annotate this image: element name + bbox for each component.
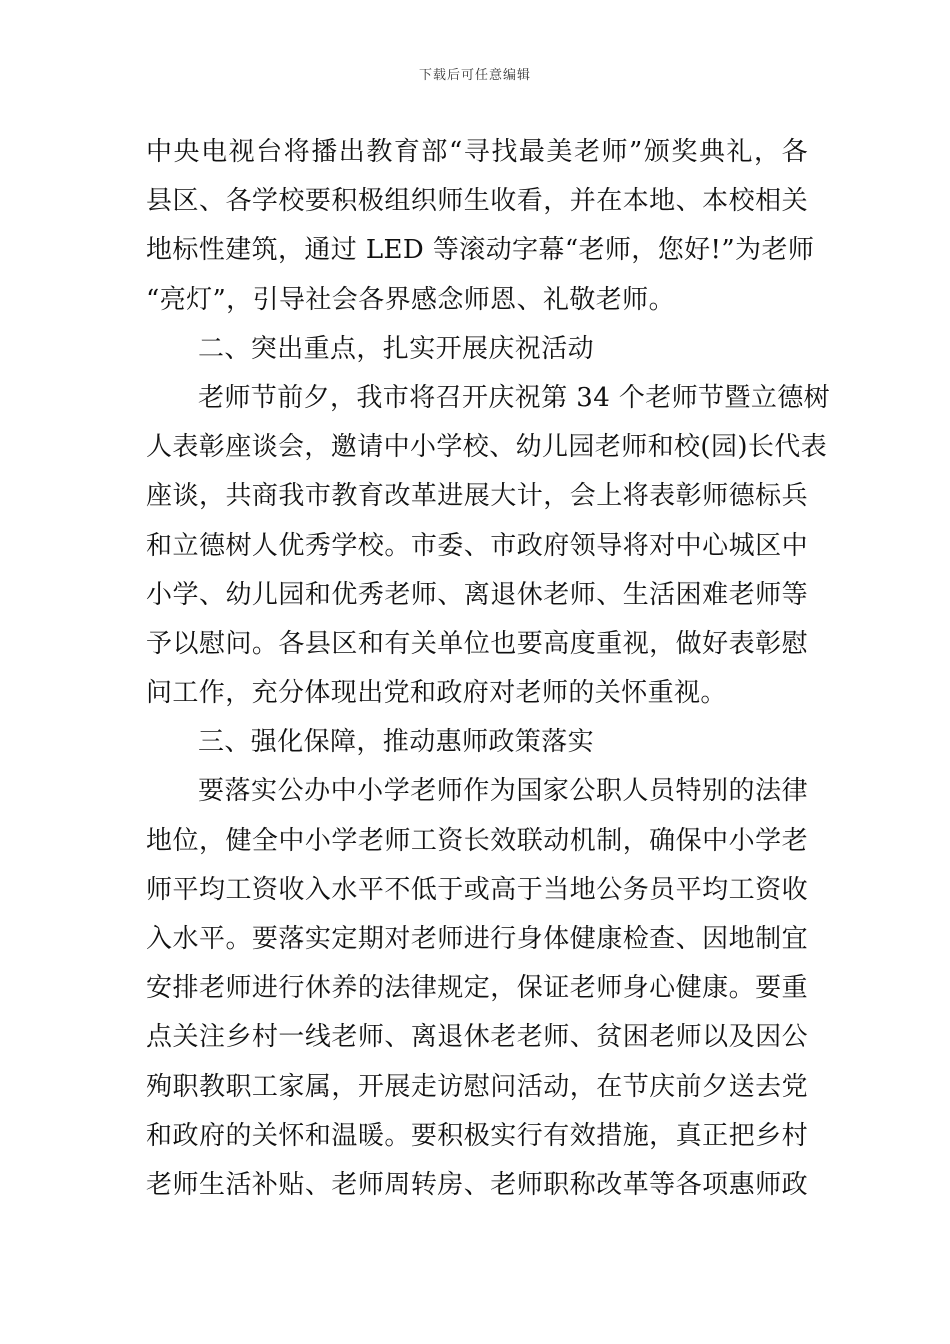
text-line: 问工作，充分体现出党和政府对老师的关怀重视。 — [146, 678, 727, 709]
text-line: 入水平。要落实定期对老师进行身体健康检查、因地制宜 — [146, 924, 808, 954]
text-line: “亮灯”，引导社会各界感念师恩、礼敬老师。 — [146, 284, 675, 315]
page-header: 下载后可任意编辑 — [418, 68, 531, 83]
text-line: 地标性建筑，通过 LED 等滚动字幕“老师，您好!”为老师 — [146, 235, 815, 266]
document-body — [146, 128, 831, 1210]
text-line: 殉职教职工家属，开展走访慰问活动，在节庆前夕送去党 — [146, 1071, 808, 1102]
text-line: 和政府的关怀和温暖。要积极实行有效措施，真正把乡村 — [146, 1120, 808, 1151]
text-line: 师平均工资收入水平不低于或高于当地公务员平均工资收 — [146, 874, 808, 905]
text-line: 县区、各学校要积极组织师生收看，并在本地、本校相关 — [146, 186, 808, 217]
text-line: 人表彰座谈会，邀请中小学校、幼儿园老师和校(园)长代表 — [146, 432, 828, 463]
text-line: 座谈，共商我市教育改革进展大计，会上将表彰师德标兵 — [146, 481, 808, 512]
text-line: 要落实公办中小学老师作为国家公职人员特别的法律 — [198, 776, 808, 807]
section-heading: 二、突出重点，扎实开展庆祝活动 — [198, 333, 595, 364]
text-line: 老师节前夕，我市将召开庆祝第 34 个老师节暨立德树 — [198, 382, 831, 413]
text-line: 小学、幼儿园和优秀老师、离退休老师、生活困难老师等 — [146, 579, 808, 610]
section-heading: 三、强化保障，推动惠师政策落实 — [198, 727, 595, 758]
text-line: 点关注乡村一线老师、离退休老老师、贫困老师以及因公 — [146, 1022, 808, 1053]
text-line: 安排老师进行休养的法律规定，保证老师身心健康。要重 — [146, 973, 808, 1004]
text-line: 中央电视台将播出教育部“寻找最美老师”颁奖典礼，各 — [146, 137, 808, 167]
text-line: 老师生活补贴、老师周转房、老师职称改革等各项惠师政 — [146, 1169, 808, 1200]
text-line: 予以慰问。各县区和有关单位也要高度重视，做好表彰慰 — [146, 628, 808, 659]
text-line: 和立德树人优秀学校。市委、市政府领导将对中心城区中 — [146, 530, 808, 561]
text-line: 地位，健全中小学老师工资长效联动机制，确保中小学老 — [146, 825, 808, 856]
